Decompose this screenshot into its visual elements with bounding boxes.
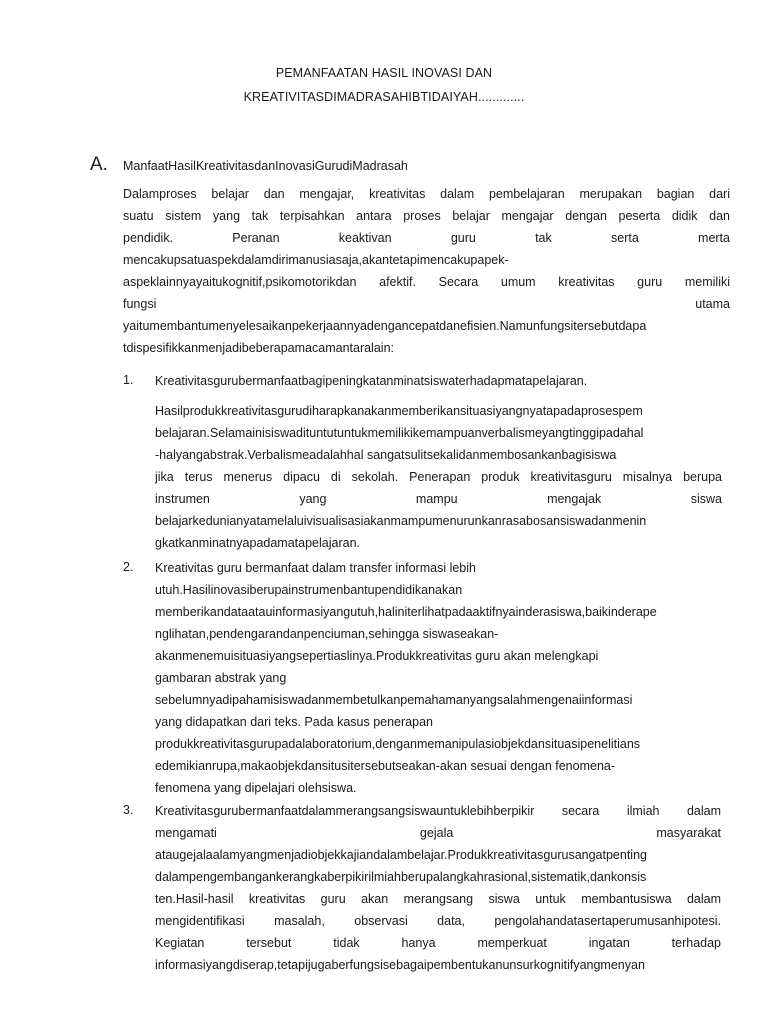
list-item-line: belajarkedunianyatamelaluivisualisasiakanmampumenurunkanrasabosansiswadanmenin — [155, 514, 647, 528]
list-item-heading: Kreativitasgurubermanfaatbagipeningkatanminatsiswaterhadapmatapelajaran. — [155, 374, 588, 388]
list-item-line: edemikianrupa,makaobjekdansitusitersebutseakan-akan sesuai dengan fenomena- — [155, 759, 616, 773]
list-item-line: memberikandataatauinformasiyangutuh,haliniterlihatpadaaktifnyainderasiswa,baikinderape — [155, 605, 657, 619]
list-item-line: gkatkanminatnyapadamatapelajaran. — [155, 536, 360, 550]
list-item-line: akanmenemuisituasiyangsepertiaslinya.Produkkreativitas guru akan melengkapi — [155, 649, 599, 663]
intro-line: pendidik. Peranan keaktivan guru tak serta merta — [123, 231, 730, 245]
list-item-line: Kegiatan tersebut tidak hanya memperkuat ingatan terhadap — [155, 936, 721, 950]
list-item-heading: Kreativitas guru bermanfaat dalam transfer informasi lebih — [155, 561, 476, 575]
list-item-line: dalampengembangankerangkaberpikirilmiahberupalangkahrasional,sistematik,dankonsis — [155, 870, 647, 884]
list-item-line: produkkreativitasgurupadalaboratorium,denganmemanipulasiobjekdansituasipenelitians — [155, 737, 641, 751]
intro-line: yaitumembantumenyelesaikanpekerjaannyadengancepatdanefisien.Namunfungsitersebutdapa — [123, 319, 647, 333]
list-item-line: Hasilprodukkreativitasgurudiharapkanakanmemberikansituasiyangnyatapadaprosespem — [155, 404, 643, 418]
intro-line: suatu sistem yang tak terpisahkan antara proses belajar mengajar dengan peserta didik dan — [123, 209, 730, 223]
intro-line: aspeklainnyayaitukognitif,psikomotorikdan afektif. Secara umum kreativitas guru memiliki — [123, 275, 730, 289]
list-item-line: informasiyangdiserap,tetapijugaberfungsisebagaipembentukanunsurkognitifyangmenyan — [155, 958, 645, 972]
intro-line: tdispesifikkanmenjadibeberapamacamantaralain: — [123, 341, 394, 355]
section-heading: ManfaatHasilKreativitasdanInovasiGurudiMadrasah — [123, 159, 408, 173]
list-item-line: jika terus menerus dipacu di sekolah. Penerapan produk kreativitasguru misalnya berupa — [155, 470, 722, 484]
intro-line: Dalamproses belajar dan mengajar, kreativitas dalam pembelajaran merupakan bagian dari — [123, 187, 730, 201]
list-item-number: 1. — [123, 373, 134, 387]
list-item-line: fenomena yang dipelajari olehsiswa. — [155, 781, 357, 795]
intro-line: fungsi utama — [123, 297, 730, 311]
list-item-line: ten.Hasil-hasil kreativitas guru akan merangsang siswa untuk membantusiswa dalam — [155, 892, 721, 906]
document-title-line-2: KREATIVITASDIMADRASAHIBTIDAIYAH............. — [243, 90, 525, 104]
list-item-line: nglihatan,pendengarandanpenciuman,sehingga siswaseakan- — [155, 627, 499, 641]
list-item-heading: Kreativitasgurubermanfaatdalammerangsangsiswauntuklebihberpikir secara ilmiah dalam — [155, 804, 721, 818]
list-item-number: 2. — [123, 560, 134, 574]
list-item-line: mengamati gejala masyarakat — [155, 826, 721, 840]
list-item-line: -halyangabstrak.Verbalismeadalahhal sangatsulitsekalidanmembosankanbagisiswa — [155, 448, 617, 462]
list-item-line: ataugejalaalamyangmenjadiobjekkajiandalambelajar.Produkkreativitasgurusangatpenting — [155, 848, 647, 862]
document-title-line-1: PEMANFAATAN HASIL INOVASI DAN — [275, 66, 493, 80]
list-item-line: belajaran.Selamainisiswadituntutuntukmemilikikemampuanverbalismeyangtinggipadahal — [155, 426, 644, 440]
section-letter: A. — [90, 154, 108, 175]
list-item-line: gambaran abstrak yang — [155, 671, 287, 685]
list-item-number: 3. — [123, 803, 134, 817]
list-item-line: instrumen yang mampu mengajak siswa — [155, 492, 722, 506]
list-item-line: sebelumnyadipahamisiswadanmembetulkanpemahamanyangsalahmengenaiinformasi — [155, 693, 633, 707]
list-item-line: yang didapatkan dari teks. Pada kasus penerapan — [155, 715, 433, 729]
list-item-line: utuh.Hasilinovasiberupainstrumenbantupendidikanakan — [155, 583, 463, 597]
list-item-line: mengidentifikasi masalah, observasi data, pengolahandatasertaperumusanhipotesi. — [155, 914, 721, 928]
intro-line: mencakupsatuaspekdalamdirimanusiasaja,akantetapimencakupapek- — [123, 253, 509, 267]
